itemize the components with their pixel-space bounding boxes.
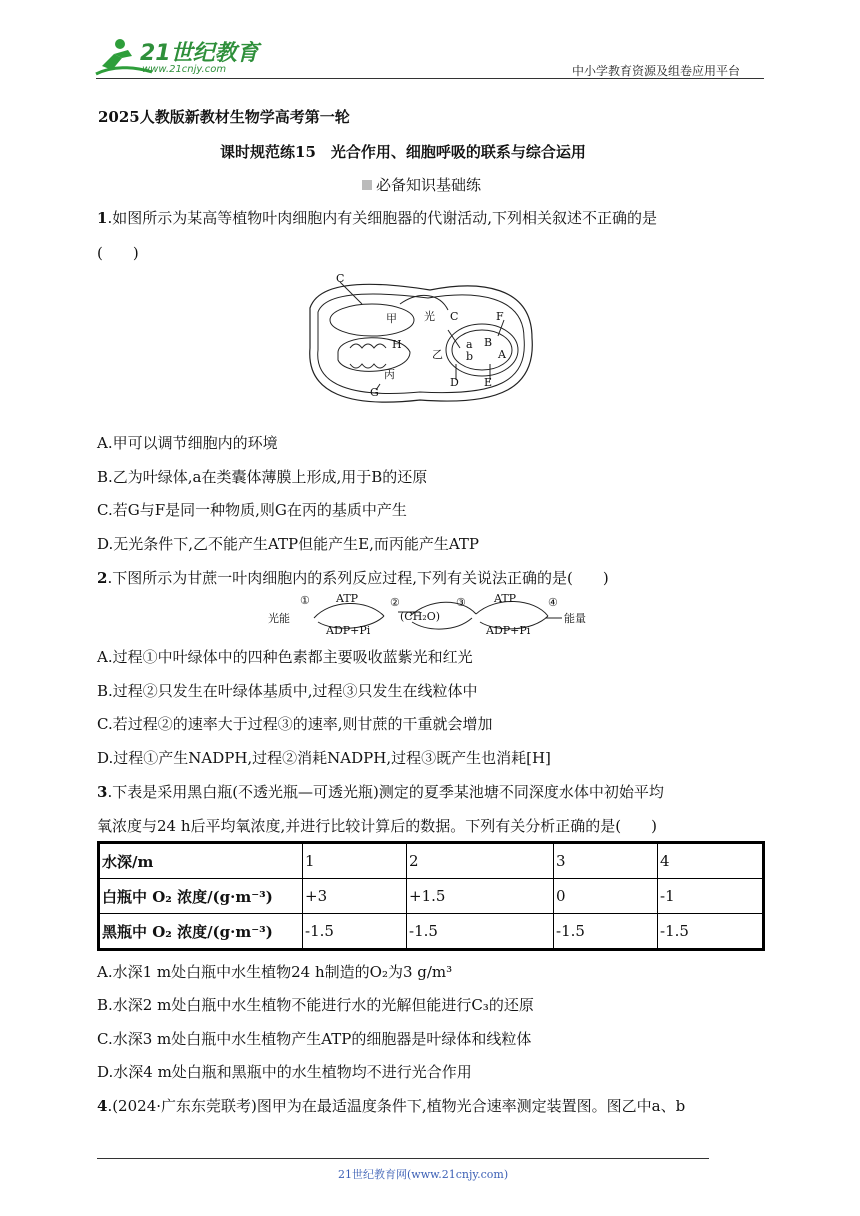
label-bing: 丙 xyxy=(384,368,395,381)
table-cell: +1.5 xyxy=(407,879,554,914)
table-cell: -1.5 xyxy=(407,914,554,950)
label-adp2: ADP+Pi xyxy=(486,624,531,637)
label-e: E xyxy=(484,376,493,389)
table-header-cell: 1 xyxy=(303,843,407,879)
q4-number: 4 xyxy=(97,1097,108,1115)
q3-stem-line1 xyxy=(97,782,664,802)
logo-text: 21世纪教育 xyxy=(140,41,259,66)
label-guang: 光 xyxy=(424,310,435,323)
label-b: B xyxy=(484,336,493,349)
table-cell: -1 xyxy=(658,879,764,914)
q1-option-d: D.无光条件下,乙不能产生ATP但能产生E,而丙能产生ATP xyxy=(97,535,479,553)
logo xyxy=(92,36,262,80)
q4-text: .(2024·广东东莞联考)图甲为在最适温度条件下,植物光合速率测定装置图。图乙中a、b xyxy=(107,1097,686,1115)
q2-number: 2 xyxy=(97,569,108,587)
label-step4: ④ xyxy=(548,596,558,609)
label-a-cap: A xyxy=(498,348,506,361)
table-cell: -1.5 xyxy=(554,914,658,950)
q1-paren: ( ) xyxy=(97,244,139,262)
label-c-mid: C xyxy=(450,310,459,323)
label-a: a xyxy=(466,338,473,351)
table-header-row xyxy=(99,843,764,879)
table-cell: -1.5 xyxy=(303,914,407,950)
section-heading xyxy=(362,174,481,195)
label-adp1: ADP+Pi xyxy=(326,624,371,637)
cell-diagram-labels xyxy=(300,268,540,410)
table-cell: +3 xyxy=(303,879,407,914)
table-row xyxy=(99,879,764,914)
label-jia: 甲 xyxy=(386,312,397,325)
label-d: D xyxy=(450,376,459,389)
table-header-cell: 2 xyxy=(407,843,554,879)
label-f: F xyxy=(496,310,504,323)
q3-text-1: .下表是采用黑白瓶(不透光瓶—可透光瓶)测定的夏季某池塘不同深度水体中初始平均 xyxy=(107,783,664,801)
table-row xyxy=(99,914,764,950)
doc-subtitle: 课时规范练15 光合作用、细胞呼吸的联系与综合运用 xyxy=(220,143,586,161)
q2-option-a: A.过程①中叶绿体中的四种色素都主要吸收蓝紫光和红光 xyxy=(97,648,473,666)
q1-option-a: A.甲可以调节细胞内的环境 xyxy=(97,434,278,452)
label-ch2o: (CH₂O) xyxy=(400,610,441,623)
table-header-cell: 3 xyxy=(554,843,658,879)
label-atp1: ATP xyxy=(336,592,359,605)
section-label: 必备知识基础练 xyxy=(376,176,482,194)
label-b-small: b xyxy=(466,350,474,363)
platform-name: 中小学教育资源及组卷应用平台 xyxy=(572,64,741,78)
label-h: H xyxy=(392,338,402,351)
q1-number: 1 xyxy=(97,209,108,227)
q1-option-b: B.乙为叶绿体,a在类囊体薄膜上形成,用于B的还原 xyxy=(97,468,428,486)
label-step1: ① xyxy=(300,594,310,607)
label-c-top: C xyxy=(336,272,345,285)
label-light-energy: 光能 xyxy=(268,612,290,625)
q2-stem xyxy=(97,568,609,588)
label-energy: 能量 xyxy=(564,612,586,625)
header-rule xyxy=(96,78,764,79)
q3-option-c: C.水深3 m处白瓶中水生植物产生ATP的细胞器是叶绿体和线粒体 xyxy=(97,1030,532,1048)
q2-option-c: C.若过程②的速率大于过程③的速率,则甘蔗的干重就会增加 xyxy=(97,715,493,733)
q3-option-a: A.水深1 m处白瓶中水生植物24 h制造的O₂为3 g/m³ xyxy=(97,963,453,981)
table-row-label: 白瓶中 O₂ 浓度/(g·m⁻³) xyxy=(99,879,303,914)
q4-stem xyxy=(97,1096,685,1116)
label-step3: ③ xyxy=(456,596,466,609)
q2-option-d: D.过程①产生NADPH,过程②消耗NADPH,过程③既产生也消耗[H] xyxy=(97,749,551,767)
table-cell: 0 xyxy=(554,879,658,914)
footer-rule xyxy=(97,1158,709,1159)
q1-stem xyxy=(97,208,657,228)
q3-number: 3 xyxy=(97,783,108,801)
table-header-cell: 4 xyxy=(658,843,764,879)
oxygen-table xyxy=(97,841,765,951)
reaction-cycle-labels xyxy=(240,592,600,638)
q3-stem-line2: 氧浓度与24 h后平均氧浓度,并进行比较计算后的数据。下列有关分析正确的是( ) xyxy=(97,817,657,835)
label-step2: ② xyxy=(390,596,400,609)
footer-text: 21世纪教育网(www.21cnjy.com) xyxy=(338,1168,509,1181)
table-header-cell: 水深/m xyxy=(99,843,303,879)
section-marker-icon xyxy=(362,180,372,190)
table-row-label: 黑瓶中 O₂ 浓度/(g·m⁻³) xyxy=(99,914,303,950)
table-cell: -1.5 xyxy=(658,914,764,950)
q3-option-b: B.水深2 m处白瓶中水生植物不能进行水的光解但能进行C₃的还原 xyxy=(97,996,534,1014)
q2-option-b: B.过程②只发生在叶绿体基质中,过程③只发生在线粒体中 xyxy=(97,682,478,700)
label-yi: 乙 xyxy=(432,348,443,361)
q1-text: .如图所示为某高等植物叶肉细胞内有关细胞器的代谢活动,下列相关叙述不正确的是 xyxy=(107,209,657,227)
logo-url: www.21cnjy.com xyxy=(142,64,227,75)
label-g: G xyxy=(370,386,379,399)
label-atp2: ATP xyxy=(494,592,517,605)
q1-option-c: C.若G与F是同一种物质,则G在丙的基质中产生 xyxy=(97,501,407,519)
doc-title: 2025人教版新教材生物学高考第一轮 xyxy=(98,108,350,126)
q2-text: .下图所示为甘蔗一叶肉细胞内的系列反应过程,下列有关说法正确的是( ) xyxy=(107,569,609,587)
q3-option-d: D.水深4 m处白瓶和黑瓶中的水生植物均不进行光合作用 xyxy=(97,1063,472,1081)
